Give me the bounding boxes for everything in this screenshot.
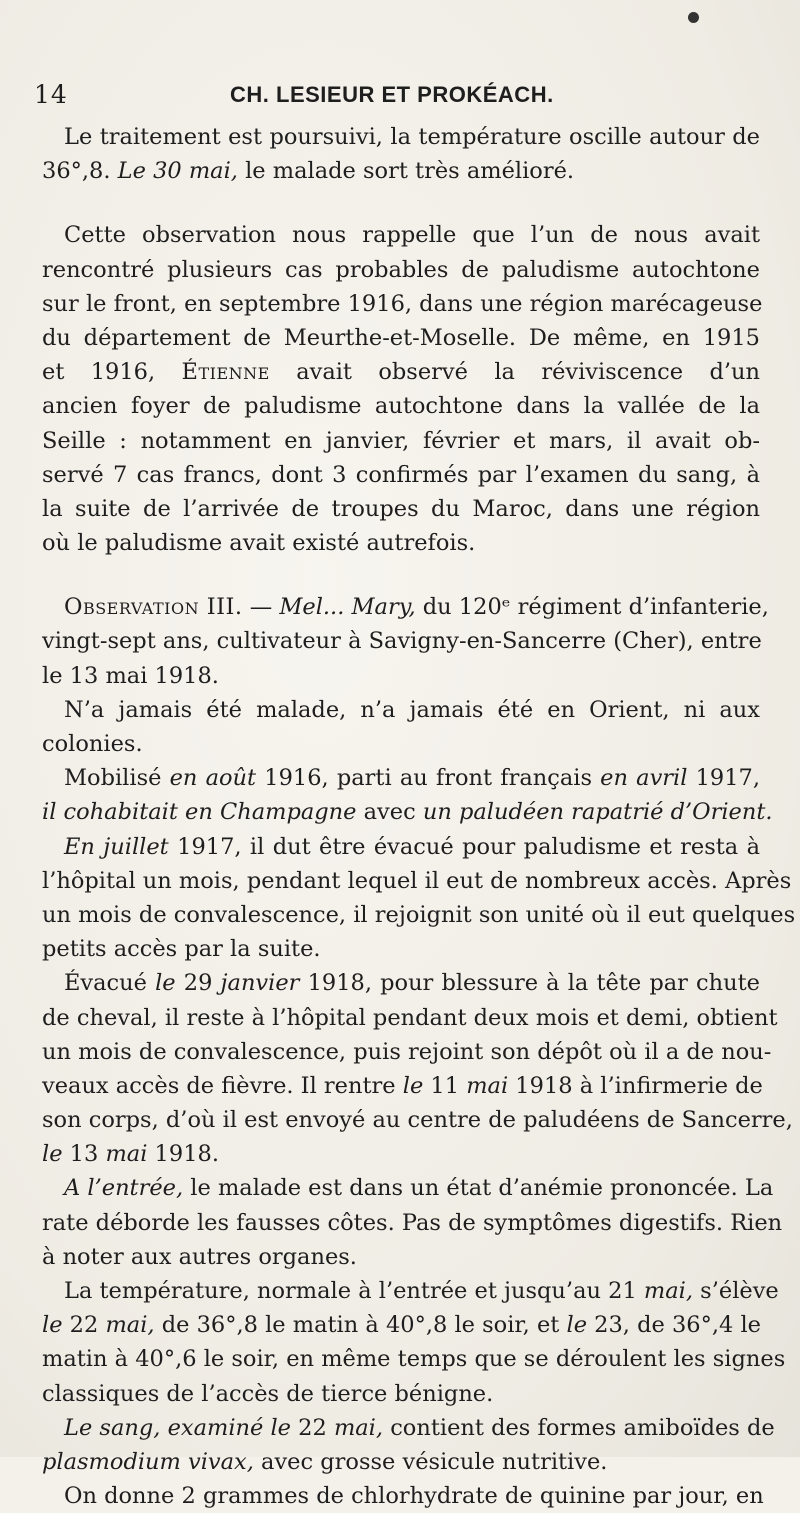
paragraph [42, 1274, 786, 1411]
text-span: 11 [423, 1072, 467, 1099]
text-line [42, 1445, 760, 1479]
text-span: — [242, 594, 280, 621]
italic-span: il cohabitait en Champagne [42, 799, 357, 826]
text-line: le 13 mai 1918. [42, 662, 219, 689]
text-line: son corps, d’où il est envoyé au centre de paludéens de Sancerre, [42, 1107, 793, 1134]
italic-span: Le 30 mai, [117, 158, 238, 185]
paragraph [42, 966, 793, 1171]
text-line: matin à 40°,6 le soir, en même temps que se déroulent les signes [42, 1346, 786, 1373]
text-line: petits accès par la suite. [42, 936, 321, 963]
text-line [42, 355, 760, 389]
text-span: 36°,8. [42, 158, 118, 185]
text-line [42, 1411, 775, 1445]
text-line: un mois de convalescence, il rejoignit son unité où il eut quelques [42, 901, 796, 928]
patient-name: Mel... Mary, [279, 594, 416, 621]
italic-span: mai, [643, 1278, 694, 1304]
text-span: 1918. [147, 1141, 219, 1168]
text-line [42, 1308, 760, 1342]
italic-span: le [42, 1141, 63, 1168]
text-line: de cheval, il reste à l’hôpital pendant deux mois et demi, obtient [42, 1004, 778, 1031]
text-line [42, 1069, 763, 1103]
italic-span: janvier [220, 970, 300, 997]
text-span: contient des formes amiboïdes de [383, 1414, 775, 1441]
text-line: rate déborde les fausses côtes. Pas de symptômes digestifs. Rien [42, 1209, 783, 1236]
text-line [42, 830, 760, 864]
italic-span: Le sang, examiné le [64, 1414, 291, 1441]
text-line: rencontré plusieurs cas probables de paludisme autochtone [42, 256, 760, 283]
text-line: Seille : notamment en janvier, février et mars, il avait ob- [42, 427, 760, 454]
italic-span: mai [105, 1141, 148, 1168]
author-name: Étienne [181, 359, 270, 386]
text-line [42, 154, 760, 188]
text-line [42, 590, 769, 624]
text-line: N’a jamais été malade, n’a jamais été en Orient, ni aux [64, 696, 760, 723]
paragraph [42, 830, 796, 967]
italic-span: plasmodium vivax, [42, 1448, 254, 1475]
paragraph [42, 120, 760, 188]
text-line [42, 1137, 760, 1171]
text-span: de 36°,8 le matin à 40°,8 le soir, et [154, 1312, 567, 1339]
text-line: Cette observation nous rappelle que l’un de nous avait [64, 222, 760, 249]
text-line: classiques de l’accès de tierce bénigne. [42, 1380, 494, 1407]
page-header [34, 80, 774, 114]
text-span: Évacué [64, 970, 156, 997]
text-span: s’élève [693, 1278, 779, 1304]
italic-span: en août [169, 765, 257, 792]
text-line: où le paludisme avait existé autrefois. [42, 530, 476, 557]
italic-span: le [566, 1312, 588, 1339]
paragraph [42, 218, 763, 560]
text-span: 23, de 36°,4 le [587, 1312, 761, 1339]
observation-heading-paragraph [42, 590, 769, 693]
text-line: On donne 2 grammes de chlorhydrate de quinine par jour, en [64, 1483, 764, 1510]
italic-span: A l’entrée, [64, 1175, 184, 1202]
text-line: Le traitement est poursuivi, la température oscille autour de [64, 124, 760, 150]
page-number: 14 [34, 80, 68, 109]
text-line: sur le front, en septembre 1916, dans une région marécageuse [42, 290, 763, 317]
text-span: 29 [175, 970, 221, 997]
paragraph-gap [42, 560, 760, 590]
text-line [42, 966, 760, 1000]
text-span: 1917, [687, 765, 761, 792]
text-span: le malade est dans un état d’anémie prononcée. La [183, 1175, 774, 1202]
text-line [42, 761, 760, 795]
text-line: colonies. [42, 731, 143, 757]
text-line: ancien foyer de paludisme autochtone dans la vallée de la [42, 393, 760, 420]
text-span: et 1916, [42, 359, 182, 386]
italic-span: en avril [600, 765, 688, 792]
italic-span: mai [466, 1072, 509, 1099]
text-line [42, 1274, 779, 1308]
text-line: vingt-sept ans, cultivateur à Savigny-en-Sancerre (Cher), entre [42, 628, 762, 655]
text-line: du département de Meurthe-et-Moselle. De même, en 1915 [42, 324, 760, 351]
running-title: CH. LESIEUR ET PROKÉACH. [230, 82, 554, 107]
observation-label: Observation III. [64, 594, 243, 621]
text-span: Mobilisé [64, 765, 170, 792]
body-text [42, 120, 796, 1513]
italic-span: le [42, 1312, 63, 1339]
ink-spot [688, 12, 699, 23]
italic-span: En juillet [64, 833, 169, 860]
text-line [42, 795, 773, 829]
text-line: un mois de convalescence, puis rejoint son dépôt où il a de nou- [42, 1038, 772, 1065]
text-span: du 120ᵉ régiment d’infanterie, [415, 594, 769, 621]
italic-span: mai, [333, 1414, 384, 1441]
text-span: 22 [291, 1414, 334, 1441]
text-span: 1917, il dut être évacué pour paludisme et resta à [168, 833, 761, 860]
paragraph [42, 693, 760, 761]
text-span: 13 [62, 1141, 106, 1168]
italic-span: le [155, 970, 176, 997]
text-span: La température, normale à l’entrée et jusqu’au 21 [64, 1278, 644, 1304]
text-span: avec grosse vésicule nutritive. [253, 1448, 608, 1475]
italic-span: mai, [105, 1312, 155, 1339]
text-span: le malade sort très amélioré. [237, 158, 575, 185]
paragraph [42, 1479, 764, 1513]
paragraph-gap [42, 188, 760, 218]
text-span: 1916, parti au front français [256, 765, 601, 792]
text-span: 22 [62, 1312, 106, 1339]
text-line: l’hôpital un mois, pendant lequel il eut de nombreux accès. Après [42, 867, 792, 894]
paragraph [42, 761, 773, 829]
text-span: avait observé la réviviscence d’un [269, 359, 760, 386]
text-line: la suite de l’arrivée de troupes du Maroc, dans une région [42, 495, 760, 522]
text-span: veaux accès de fièvre. Il rentre [42, 1072, 403, 1099]
paragraph [42, 1411, 775, 1479]
italic-span: un paludéen rapatrié d’Orient. [422, 799, 773, 826]
text-span: 1918 à l’infirmerie de [508, 1072, 763, 1099]
text-span: avec [356, 799, 423, 826]
italic-span: le [402, 1072, 424, 1099]
text-line [42, 1171, 774, 1205]
text-span: 1918, pour blessure à la tête par chute [299, 970, 760, 997]
text-line: servé 7 cas francs, dont 3 confirmés par l’examen du sang, à [42, 461, 760, 488]
text-line: à noter aux autres organes. [42, 1243, 357, 1270]
paragraph [42, 1171, 783, 1274]
